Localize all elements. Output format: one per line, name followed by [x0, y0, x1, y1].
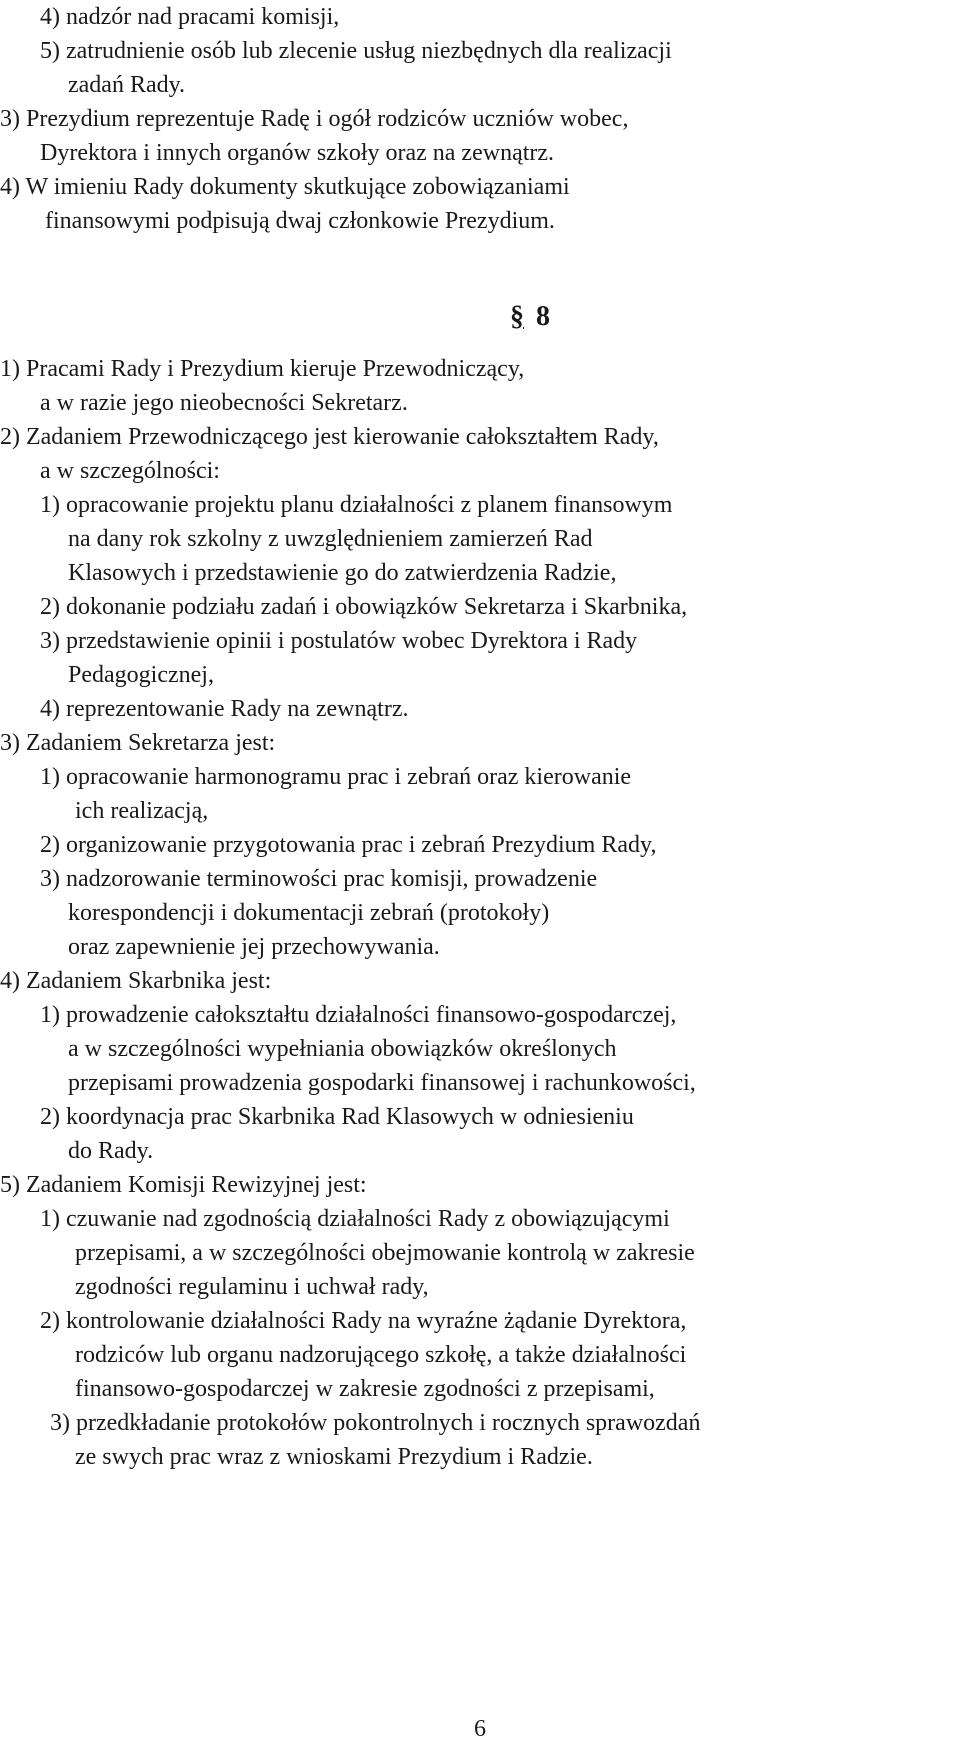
- text-line: 2) kontrolowanie działalności Rady na wyraźne żądanie Dyrektora,: [40, 1308, 687, 1334]
- text-line: Klasowych i przedstawienie go do zatwierdzenia Radzie,: [68, 560, 617, 586]
- text-line: a w razie jego nieobecności Sekretarz.: [40, 390, 408, 416]
- text-line: 2) koordynacja prac Skarbnika Rad Klasowych w odniesieniu: [40, 1104, 634, 1130]
- text-line: do Rady.: [68, 1138, 154, 1164]
- text-line: 3) Zadaniem Sekretarza jest:: [0, 730, 276, 756]
- text-line: 3) nadzorowanie terminowości prac komisji, prowadzenie: [40, 866, 598, 892]
- section-sign: §: [510, 301, 524, 332]
- text-line: 2) organizowanie przygotowania prac i zebrań Prezydium Rady,: [40, 832, 657, 858]
- text-line: a w szczególności wypełniania obowiązków określonych: [68, 1036, 617, 1062]
- text-line: oraz zapewnienie jej przechowywania.: [68, 934, 440, 960]
- text-line: 4) nadzór nad pracami komisji,: [40, 4, 340, 30]
- text-line: a w szczególności:: [40, 458, 220, 484]
- text-line: rodziców lub organu nadzorującego szkołę, a także działalności: [75, 1342, 687, 1368]
- text-line: na dany rok szkolny z uwzględnieniem zamierzeń Rad: [68, 526, 593, 552]
- text-line: ze swych prac wraz z wnioskami Prezydium i Radzie.: [75, 1444, 593, 1470]
- text-line: finansowymi podpisują dwaj członkowie Prezydium.: [45, 208, 555, 234]
- page-number: 6: [474, 1716, 486, 1742]
- text-line: 1) Pracami Rady i Prezydium kieruje Przewodniczący,: [0, 356, 525, 382]
- text-line: zgodności regulaminu i uchwał rady,: [75, 1274, 429, 1300]
- text-line: 4) reprezentowanie Rady na zewnątrz.: [40, 696, 409, 722]
- text-line: Dyrektora i innych organów szkoły oraz na zewnątrz.: [40, 140, 555, 166]
- text-line: 2) Zadaniem Przewodniczącego jest kierowanie całokształtem Rady,: [0, 424, 659, 450]
- text-line: 5) zatrudnienie osób lub zlecenie usług niezbędnych dla realizacji: [40, 38, 672, 64]
- text-line: 2) dokonanie podziału zadań i obowiązków Sekretarza i Skarbnika,: [40, 594, 688, 620]
- text-line: 1) opracowanie harmonogramu prac i zebrań oraz kierowanie: [40, 764, 632, 790]
- text-line: ich realizacją,: [75, 798, 209, 824]
- text-line: 3) przedstawienie opinii i postulatów wobec Dyrektora i Rady: [40, 628, 638, 654]
- text-line: finansowo-gospodarczej w zakresie zgodności z przepisami,: [75, 1376, 655, 1402]
- text-line: 3) przedkładanie protokołów pokontrolnych i rocznych sprawozdań: [50, 1410, 701, 1436]
- text-line: Pedagogicznej,: [68, 662, 214, 688]
- text-line: korespondencji i dokumentacji zebrań (protokoły): [68, 900, 550, 926]
- text-line: 5) Zadaniem Komisji Rewizyjnej jest:: [0, 1172, 367, 1198]
- text-line: przepisami prowadzenia gospodarki finansowej i rachunkowości,: [68, 1070, 696, 1096]
- text-line: 1) czuwanie nad zgodnością działalności Rady z obowiązującymi: [40, 1206, 670, 1232]
- section-heading: [510, 300, 550, 334]
- text-line: 1) opracowanie projektu planu działalności z planem finansowym: [40, 492, 673, 518]
- text-line: 4) Zadaniem Skarbnika jest:: [0, 968, 272, 994]
- section-number: 8: [536, 301, 550, 332]
- text-line: 3) Prezydium reprezentuje Radę i ogół rodziców uczniów wobec,: [0, 106, 629, 132]
- text-line: 1) prowadzenie całokształtu działalności finansowo-gospodarczej,: [40, 1002, 677, 1028]
- text-line: przepisami, a w szczególności obejmowanie kontrolą w zakresie: [75, 1240, 695, 1266]
- text-line: zadań Rady.: [68, 72, 186, 98]
- text-line: 4) W imieniu Rady dokumenty skutkujące zobowiązaniami: [0, 174, 570, 200]
